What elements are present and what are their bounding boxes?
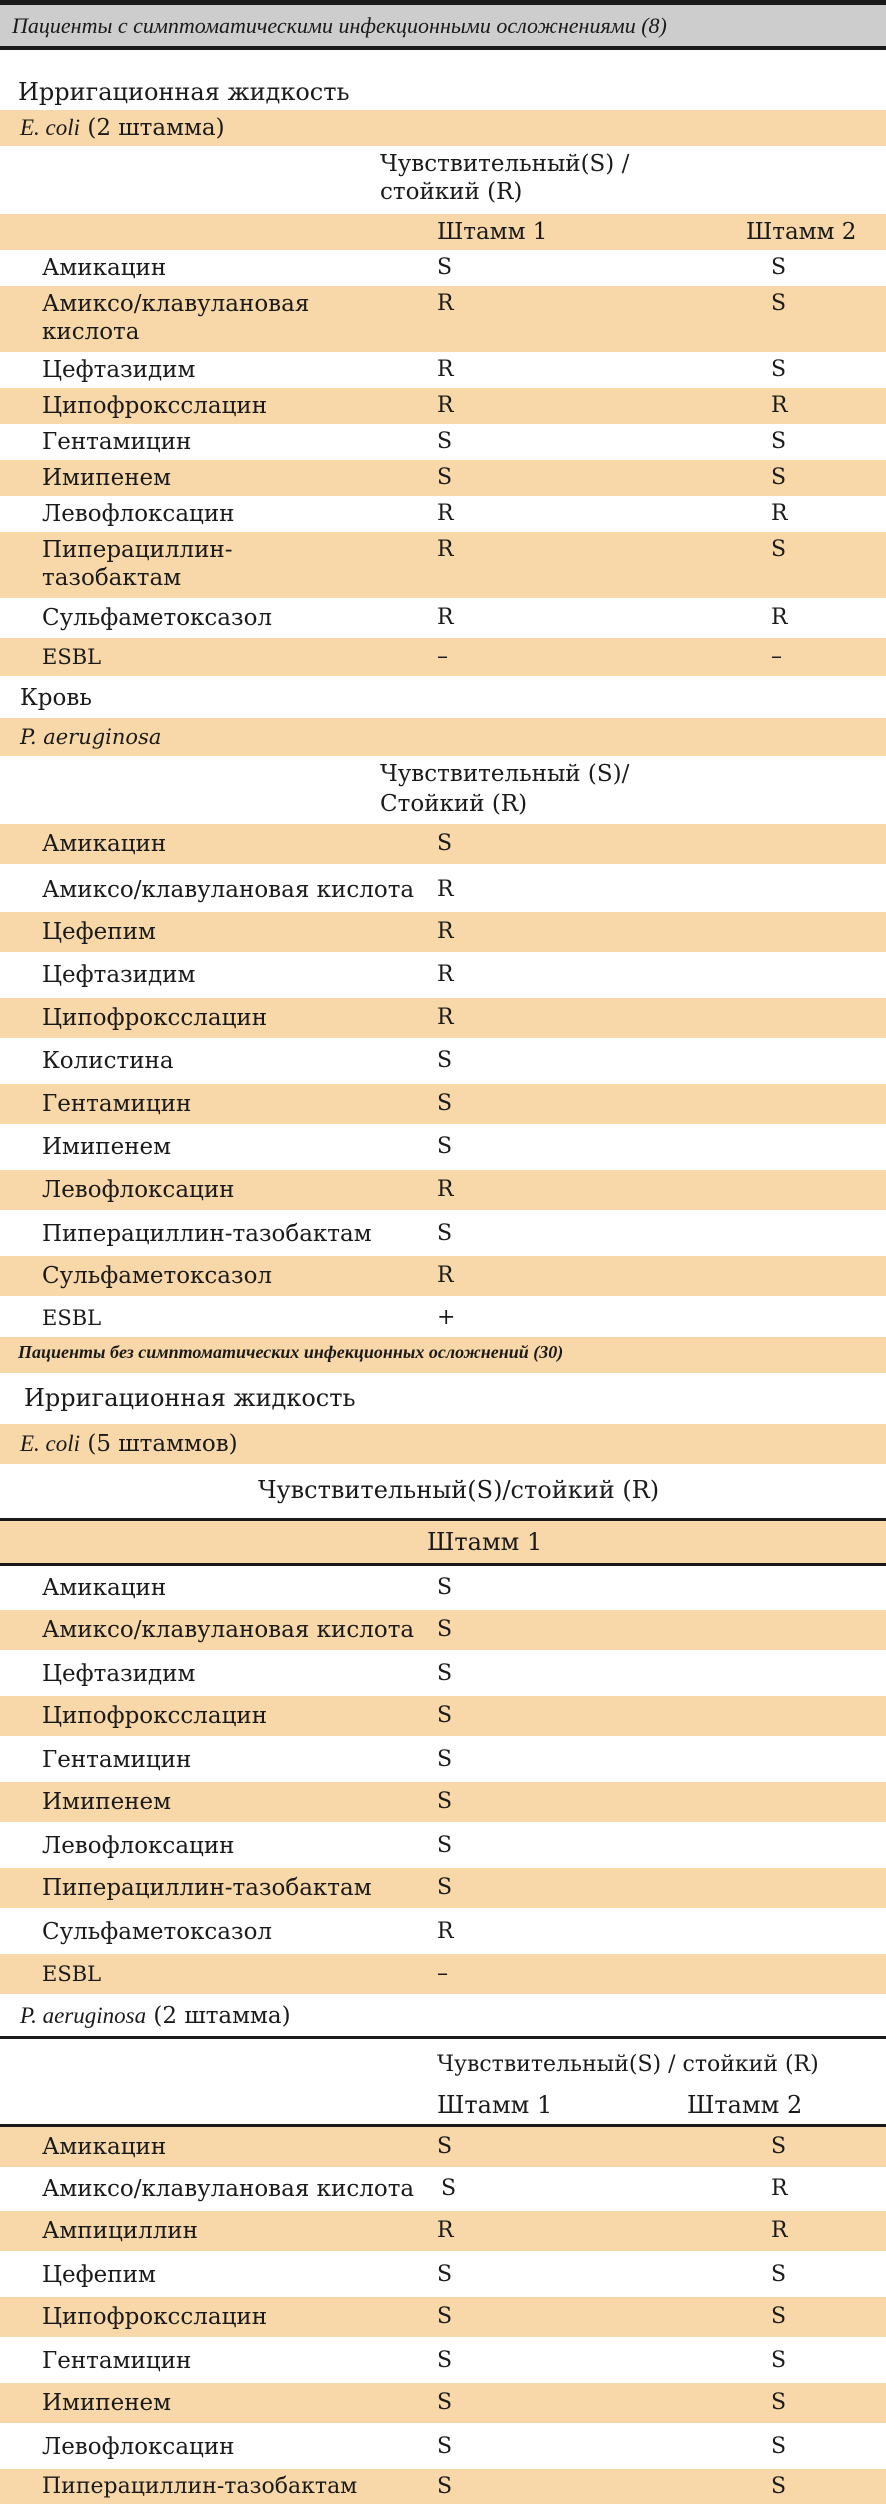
table-row: [0, 1298, 886, 1336]
table-row: [0, 998, 886, 1038]
table-row: [0, 2127, 886, 2167]
strain1-value: –: [437, 1961, 448, 1986]
drug-name: Левофлоксацин: [42, 2434, 235, 2460]
strain1-value: S: [437, 465, 453, 490]
table-row: [0, 250, 886, 286]
strain1-value: R: [437, 962, 454, 987]
drug-name: Левофлоксацин: [42, 1177, 235, 1203]
drug-name: Ципофроксслацин: [42, 1703, 268, 1729]
organism-label: [20, 2002, 291, 2030]
table-row: [0, 532, 886, 598]
strain1-value: R: [437, 919, 454, 944]
sens-header: Чувствительный(S)/стойкий (R): [258, 1476, 660, 1504]
strain1-value: S: [437, 1048, 453, 1073]
drug-name: Ампициллин: [42, 2218, 198, 2244]
table-title: Пациенты с симптоматическими инфекционными осложнениями (8): [12, 13, 667, 38]
table-row: [0, 638, 886, 676]
strain1-value: S: [437, 255, 453, 280]
strain1-header: Штамм 1: [437, 219, 548, 245]
table-row: [0, 1566, 886, 1610]
drug-name: Амиксо/клавулановая: [42, 291, 310, 317]
drug-name: Пиперациллин-: [42, 537, 233, 563]
strain1-value: S: [437, 1575, 453, 1600]
strain2-value: S: [771, 465, 787, 490]
drug-name: Цефепим: [42, 919, 156, 945]
column-header: [0, 758, 886, 824]
strain1-value: R: [437, 393, 454, 418]
table-row: [0, 1868, 886, 1908]
column-header: [0, 2039, 886, 2129]
strain1-value: +: [437, 1305, 456, 1330]
organism-count: (2 штамма): [146, 2003, 291, 2029]
table-row: [0, 824, 886, 864]
drug-name: Имипенем: [42, 2390, 172, 2416]
organism-row: [0, 110, 886, 146]
table-row: [0, 2211, 886, 2251]
section-label: [0, 74, 886, 110]
strain1-value: S: [437, 1789, 453, 1814]
drug-name: Ципофроксслацин: [42, 393, 268, 419]
strain1-value: S: [437, 1747, 453, 1772]
strain2-value: S: [771, 429, 787, 454]
drug-name: Ципофроксслацин: [42, 1005, 268, 1031]
drug-name: Цефтазидим: [42, 962, 196, 988]
table-row: [0, 2383, 886, 2423]
table-row: [0, 2253, 886, 2297]
strain2-value: S: [771, 2262, 787, 2287]
organism-name: E. coli: [20, 1431, 81, 1456]
strain2-value: S: [771, 2304, 787, 2329]
table-row: [0, 912, 886, 952]
table-row: [0, 1212, 886, 1256]
drug-name: Гентамицин: [42, 1091, 192, 1117]
table-row: [0, 1610, 886, 1650]
drug-name: ESBL: [42, 1962, 102, 1986]
strain1-value: S: [437, 2304, 453, 2329]
strain1-value: R: [437, 501, 454, 526]
strain1-value: S: [437, 2348, 453, 2373]
column-header: [0, 1466, 886, 1518]
blood-label: Кровь: [20, 685, 92, 711]
table-row: [0, 2469, 886, 2504]
table-row: [0, 598, 886, 638]
drug-name: Гентамицин: [42, 429, 192, 455]
table-row: [0, 1954, 886, 1994]
drug-name: ESBL: [42, 645, 102, 669]
table-row: [0, 460, 886, 496]
table-row: [0, 1696, 886, 1736]
strain1-value: S: [437, 1617, 453, 1642]
drug-name: Амикацин: [42, 831, 167, 857]
organism-name: E. coli: [20, 115, 81, 140]
table-row: [0, 1040, 886, 1082]
table-row: [0, 868, 886, 912]
column-header: [0, 148, 886, 214]
strain1-value: S: [437, 429, 453, 454]
drug-name: Амиксо/клавулановая кислота: [42, 1617, 415, 1643]
strain1-value: S: [437, 2262, 453, 2287]
strain1-value: S: [437, 1134, 453, 1159]
strain2-value: –: [771, 644, 782, 669]
drug-name-cont: тазобактам: [42, 565, 182, 591]
organism-count: (2 штамма): [80, 115, 225, 141]
drug-name: Амиксо/клавулановая кислота: [42, 877, 415, 903]
strain1-value: S: [437, 1833, 453, 1858]
strain1-value: R: [437, 537, 454, 562]
strain1-value: S: [437, 2434, 453, 2459]
strain2-value: R: [771, 2218, 788, 2243]
strain2-value: S: [771, 2434, 787, 2459]
drug-name: Имипенем: [42, 1789, 172, 1815]
organism-name: P. aeruginosa: [20, 725, 162, 749]
drug-name: Колистина: [42, 1048, 174, 1074]
irrigation-label: Ирригационная жидкость: [24, 1384, 356, 1412]
table-row: [0, 2167, 886, 2211]
table-row: [0, 424, 886, 460]
drug-name: Пиперациллин-тазобактам: [42, 2474, 358, 2499]
drug-name: Сульфаметоксазол: [42, 1919, 273, 1945]
strain2-value: S: [771, 2134, 787, 2159]
drug-name: Цефтазидим: [42, 357, 196, 383]
drug-name: Имипенем: [42, 465, 172, 491]
strain1-value: R: [437, 605, 454, 630]
sens-header: Чувствительный(S) / стойкий (R): [437, 2052, 819, 2077]
table-row: [0, 2425, 886, 2469]
strain-header-row: [0, 214, 886, 250]
table-row: [0, 954, 886, 996]
drug-name: Сульфаметоксазол: [42, 605, 273, 631]
table-row: [0, 1782, 886, 1822]
strain1-value: S: [437, 2134, 453, 2159]
drug-name: Амикацин: [42, 2134, 167, 2160]
organism-name: P. aeruginosa: [20, 2003, 147, 2028]
drug-name: Амикацин: [42, 1575, 167, 1601]
strain2-value: S: [771, 357, 787, 382]
organism-label: [20, 1430, 238, 1458]
drug-name: ESBL: [42, 1306, 102, 1330]
drug-name: Гентамицин: [42, 1747, 192, 1773]
organism-row: [0, 1996, 886, 2036]
table-row: [0, 352, 886, 388]
strain2-value: S: [771, 2474, 787, 2499]
strain1-header: Штамм 1: [427, 1528, 543, 1556]
strain1-value: S: [437, 1875, 453, 1900]
table-row: [0, 2339, 886, 2383]
table-row: [0, 388, 886, 424]
strain2-header: Штамм 2: [687, 2091, 803, 2119]
drug-name: Цефепим: [42, 2262, 156, 2288]
drug-name: Амиксо/клавулановая кислота: [42, 2176, 415, 2202]
drug-name: Сульфаметоксазол: [42, 1263, 273, 1289]
strain1-value: R: [437, 1263, 454, 1288]
organism-row: [0, 1424, 886, 1464]
section-title: Пациенты без симптоматических инфекционных осложнений (30): [18, 1342, 564, 1362]
drug-name-cont: кислота: [42, 319, 140, 345]
strain1-value: S: [437, 1221, 453, 1246]
section-label: [0, 1380, 886, 1418]
strain-header-row: [0, 1521, 886, 1563]
table-row: [0, 286, 886, 352]
strain1-value: R: [437, 291, 454, 316]
drug-name: Левофлоксацин: [42, 1833, 235, 1859]
irrigation-label: Ирригационная жидкость: [18, 78, 350, 106]
strain1-value: R: [437, 1919, 454, 1944]
strain1-value: R: [437, 1005, 454, 1030]
drug-name: Амикацин: [42, 255, 167, 281]
table-row: [0, 1738, 886, 1782]
organism-label: [20, 114, 225, 142]
strain1-value: R: [437, 2218, 454, 2243]
strain1-value: R: [437, 1177, 454, 1202]
table-row: [0, 1126, 886, 1168]
table-row: [0, 1084, 886, 1124]
table-row: [0, 1170, 886, 1210]
strain2-header: Штамм 2: [746, 219, 857, 245]
strain1-value: S: [437, 1703, 453, 1728]
strain1-value: –: [437, 644, 448, 669]
drug-name: Пиперациллин-тазобактам: [42, 1875, 372, 1901]
table-row: [0, 1652, 886, 1696]
section-header: [0, 1337, 886, 1373]
table-row: [0, 1910, 886, 1954]
sens-header: Чувствительный (S)/: [380, 761, 630, 787]
drug-name: Пиперациллин-тазобактам: [42, 1221, 372, 1247]
sens-header-2: Стойкий (R): [380, 791, 528, 817]
strain2-value: S: [771, 537, 787, 562]
section-label: [0, 680, 886, 718]
drug-name: Имипенем: [42, 1134, 172, 1160]
table-header: [0, 0, 886, 50]
strain2-value: S: [771, 2390, 787, 2415]
drug-name: Цефтазидим: [42, 1661, 196, 1687]
strain1-value: S: [437, 2390, 453, 2415]
strain2-value: R: [771, 605, 788, 630]
strain1-value: S: [437, 831, 453, 856]
table-row: [0, 1256, 886, 1296]
table-row: [0, 2297, 886, 2337]
organism-row: [0, 718, 886, 756]
drug-name: Гентамицин: [42, 2348, 192, 2374]
drug-name: Ципофроксслацин: [42, 2304, 268, 2330]
strain2-value: S: [771, 255, 787, 280]
sens-header-2: стойкий (R): [380, 179, 523, 205]
drug-name: Левофлоксацин: [42, 501, 235, 527]
strain2-value: R: [771, 393, 788, 418]
strain2-value: R: [771, 2176, 788, 2201]
sens-header: Чувствительный(S) /: [380, 151, 630, 177]
strain1-value: R: [437, 877, 454, 902]
strain2-value: S: [771, 291, 787, 316]
strain1-header: Штамм 1: [437, 2091, 553, 2119]
strain1-value: R: [437, 357, 454, 382]
strain1-value: S: [437, 1661, 453, 1686]
table-row: [0, 496, 886, 532]
strain2-value: S: [771, 2348, 787, 2373]
strain2-value: R: [771, 501, 788, 526]
table-row: [0, 1824, 886, 1868]
strain1-value: S: [437, 2474, 453, 2499]
organism-count: (5 штаммов): [80, 1431, 238, 1457]
strain1-value: S: [441, 2176, 457, 2201]
strain1-value: S: [437, 1091, 453, 1116]
